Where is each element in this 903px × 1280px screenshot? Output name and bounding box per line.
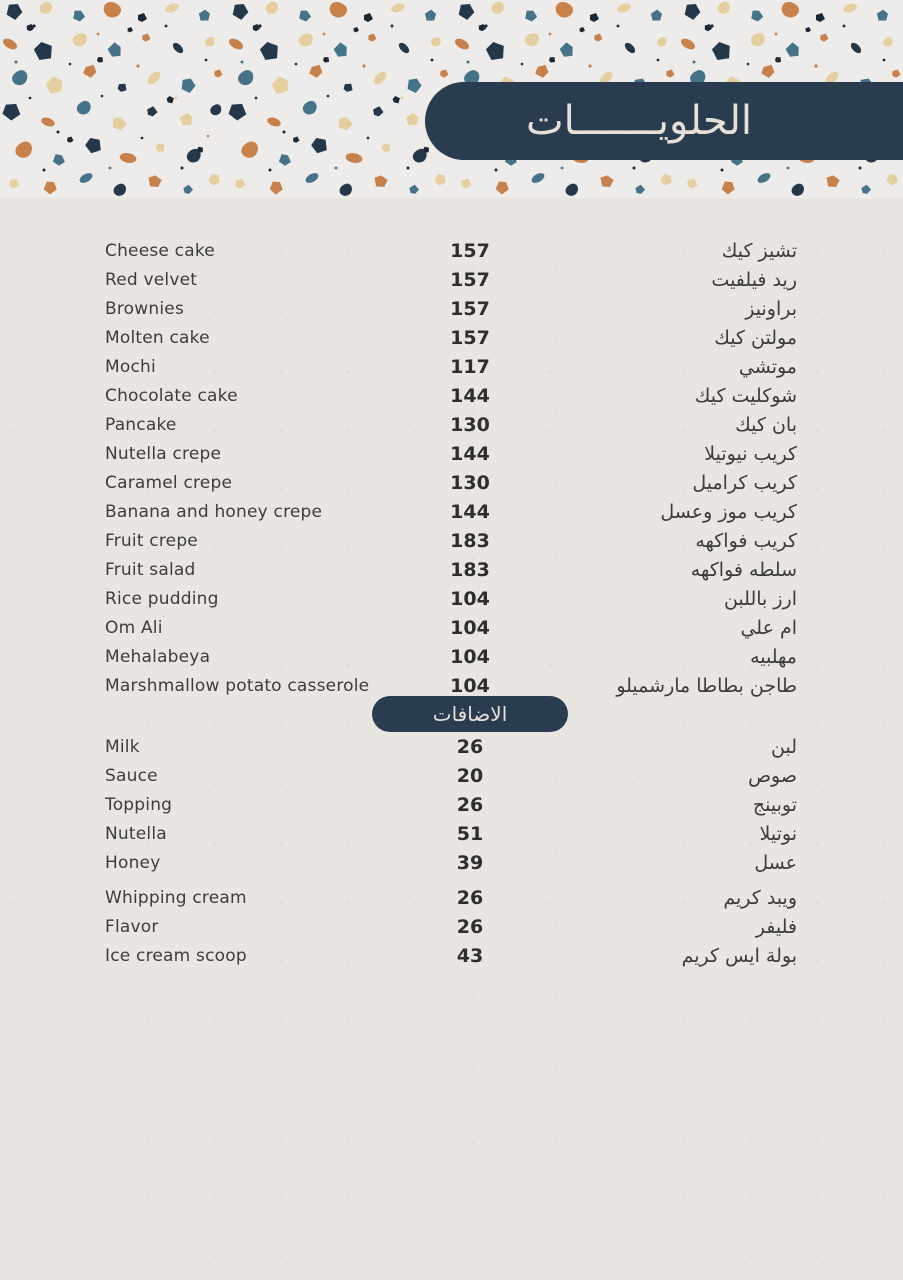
item-price: 157: [450, 326, 490, 349]
item-name-ar: ريد فيلفيت: [711, 268, 797, 291]
menu-item-row: [105, 642, 797, 671]
item-name-ar: صوص: [748, 764, 797, 787]
item-name-en: Rice pudding: [105, 588, 219, 609]
item-price: 26: [456, 886, 484, 909]
item-name-en: Mochi: [105, 356, 156, 377]
extras-badge: [372, 696, 568, 732]
item-name-en: Brownies: [105, 298, 184, 319]
item-name-en: Whipping cream: [105, 887, 247, 908]
item-price: 144: [450, 500, 490, 523]
item-name-en: Chocolate cake: [105, 385, 238, 406]
item-name-ar: توبينج: [752, 793, 797, 816]
item-price: 144: [450, 384, 490, 407]
item-price: 117: [450, 355, 490, 378]
menu-item-row: [105, 439, 797, 468]
item-name-ar: تشيز كيك: [721, 239, 797, 262]
section-title-banner: [425, 82, 903, 160]
item-name-ar: نوتيلا: [759, 822, 797, 845]
item-name-ar: سلطه فواكهه: [690, 558, 797, 581]
extras-section: [105, 732, 797, 970]
menu-item-row: [105, 912, 797, 941]
item-name-en: Pancake: [105, 414, 177, 435]
item-name-en: Banana and honey crepe: [105, 501, 323, 522]
item-name-ar: بان كيك: [735, 413, 797, 436]
menu-item-row: [105, 468, 797, 497]
item-name-ar: كريب نيوتيلا: [704, 442, 797, 465]
item-name-en: Mehalabeya: [105, 646, 211, 667]
item-name-en: Honey: [105, 852, 161, 873]
item-price: 157: [450, 268, 490, 291]
item-price: 183: [450, 558, 490, 581]
item-name-en: Molten cake: [105, 327, 210, 348]
item-price: 104: [450, 674, 490, 697]
item-price: 157: [450, 239, 490, 262]
item-price: 130: [450, 471, 490, 494]
menu-item-row: [105, 497, 797, 526]
item-name-en: Flavor: [105, 916, 159, 937]
menu-list: [0, 198, 903, 970]
item-price: 130: [450, 413, 490, 436]
menu-item-row: [105, 236, 797, 265]
item-name-en: Topping: [105, 794, 173, 815]
menu-item-row: [105, 555, 797, 584]
menu-item-row: [105, 848, 797, 877]
item-price: 104: [450, 616, 490, 639]
item-name-ar: براونيز: [745, 297, 797, 320]
menu-item-row: [105, 265, 797, 294]
item-name-en: Red velvet: [105, 269, 198, 290]
menu-item-row: [105, 761, 797, 790]
menu-item-row: [105, 294, 797, 323]
item-price: 157: [450, 297, 490, 320]
menu-item-row: [105, 613, 797, 642]
page-title: الحلويـــــــات: [525, 98, 753, 144]
extras-badge-label: الاضافات: [432, 702, 508, 726]
item-price: 26: [456, 793, 484, 816]
menu-item-row: [105, 352, 797, 381]
item-price: 43: [456, 944, 484, 967]
item-name-en: Nutella crepe: [105, 443, 222, 464]
item-name-en: Fruit salad: [105, 559, 196, 580]
item-name-en: Fruit crepe: [105, 530, 198, 551]
item-name-ar: كريب موز وعسل: [660, 500, 797, 523]
item-name-ar: مولتن كيك: [714, 326, 797, 349]
item-price: 144: [450, 442, 490, 465]
item-name-en: Sauce: [105, 765, 158, 786]
item-name-ar: عسل: [754, 851, 797, 874]
menu-item-row: [105, 941, 797, 970]
item-name-en: Cheese cake: [105, 240, 215, 261]
item-name-ar: مهلبيه: [750, 645, 797, 668]
item-name-ar: لبن: [771, 735, 797, 758]
item-name-en: Caramel crepe: [105, 472, 233, 493]
item-price: 104: [450, 645, 490, 668]
item-name-ar: ارز باللبن: [723, 587, 797, 610]
desserts-rows: [105, 236, 797, 700]
item-name-ar: ام علي: [740, 616, 797, 639]
item-price: 104: [450, 587, 490, 610]
menu-item-row: [105, 526, 797, 555]
menu-item-row: [105, 410, 797, 439]
menu-item-row: [105, 584, 797, 613]
item-name-en: Ice cream scoop: [105, 945, 247, 966]
menu-item-row: [105, 381, 797, 410]
item-name-ar: بولة ايس كريم: [681, 944, 797, 967]
item-name-en: Marshmallow potato casserole: [105, 675, 370, 696]
menu-item-row: [105, 819, 797, 848]
desserts-section: [105, 236, 797, 700]
item-name-ar: كريب كراميل: [692, 471, 797, 494]
menu-item-row: [105, 732, 797, 761]
item-price: 183: [450, 529, 490, 552]
menu-item-row: [105, 323, 797, 352]
item-name-en: Om Ali: [105, 617, 163, 638]
item-name-en: Nutella: [105, 823, 167, 844]
menu-item-row: [105, 790, 797, 819]
item-name-ar: شوكليت كيك: [694, 384, 797, 407]
item-name-ar: طاجن بطاطا مارشميلو: [616, 674, 797, 697]
item-price: 51: [456, 822, 484, 845]
item-name-ar: فليفر: [755, 915, 797, 938]
menu-item-row: [105, 671, 797, 700]
item-price: 39: [456, 851, 484, 874]
item-price: 20: [456, 764, 484, 787]
item-name-ar: ويبد كريم: [723, 886, 797, 909]
extras-rows: [105, 732, 797, 970]
item-name-ar: كريب فواكهه: [695, 529, 797, 552]
item-price: 26: [456, 915, 484, 938]
item-name-en: Milk: [105, 736, 140, 757]
item-price: 26: [456, 735, 484, 758]
item-name-ar: موتشي: [738, 355, 797, 378]
menu-item-row: [105, 883, 797, 912]
header: [0, 0, 903, 198]
